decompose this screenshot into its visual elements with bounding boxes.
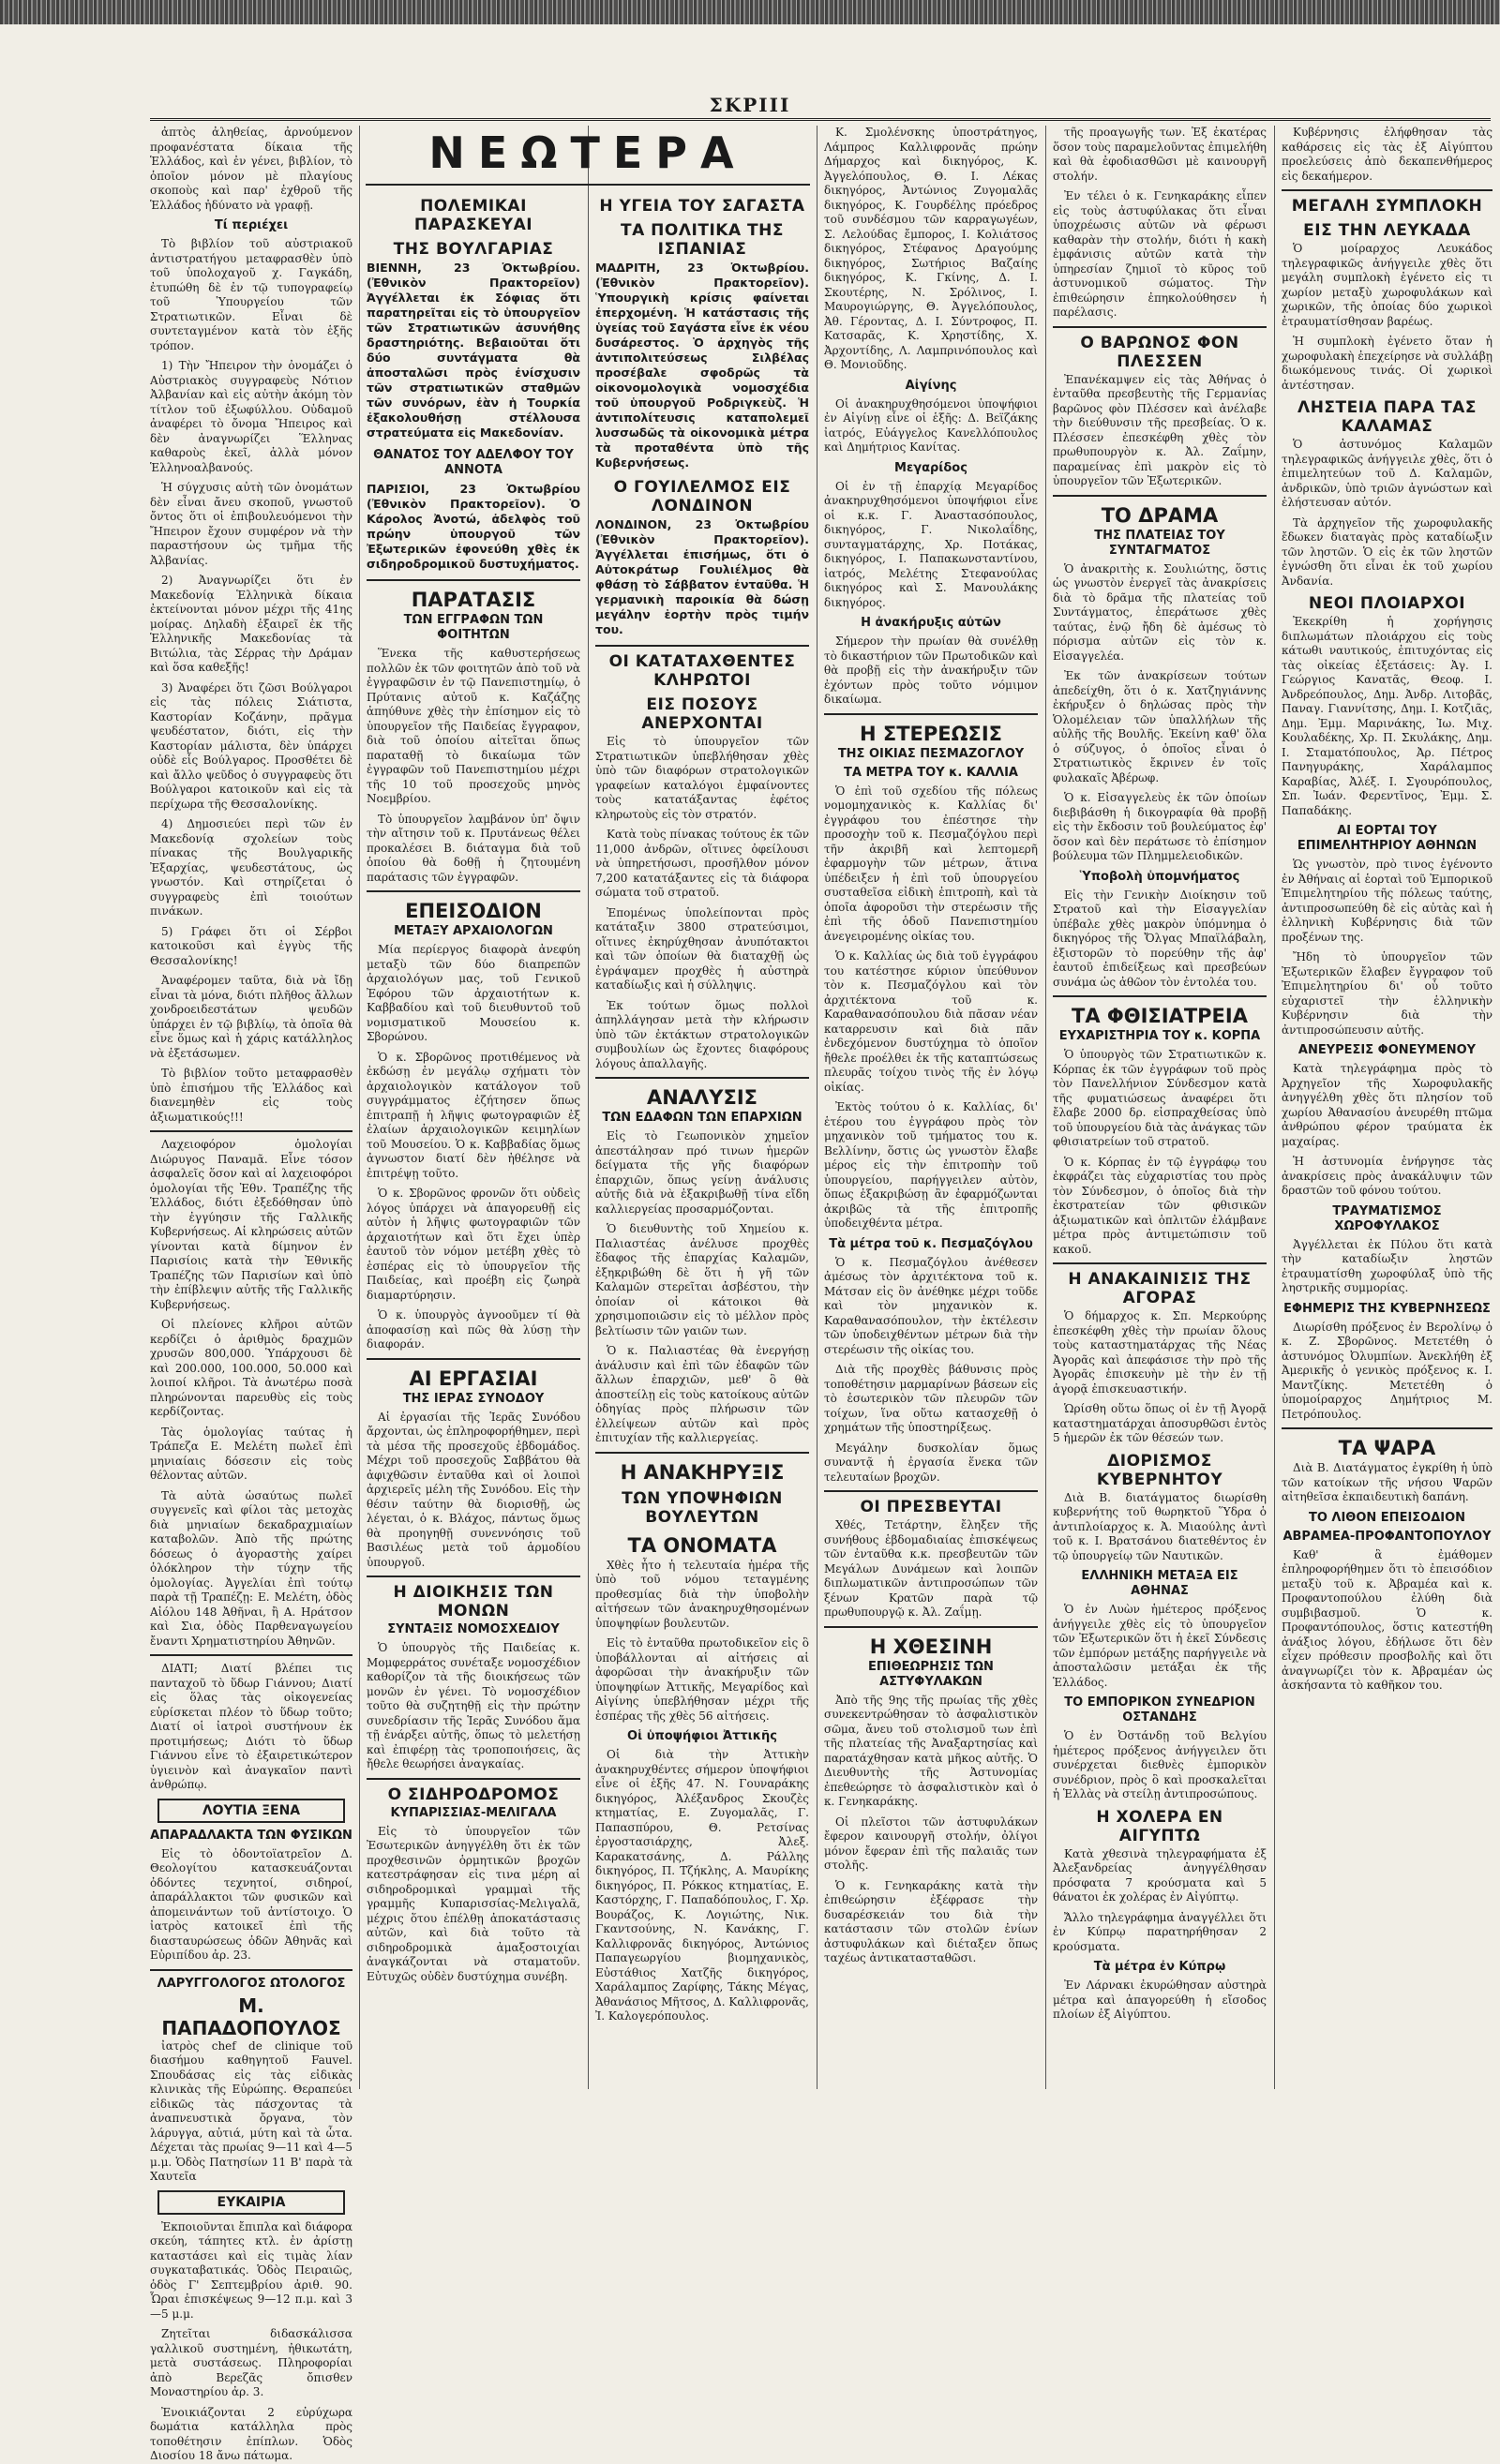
article-paragraph: Μεγάλην δυσκολίαν ὅμως συναντᾷ ἡ ἐργασία ἕνεκα τῶν τελευταίων βροχῶν.	[824, 1441, 1038, 1484]
article-headline: ΕΠΕΙΣΟΔΙΟΝ	[405, 900, 542, 922]
article-paragraph: 4) Δημοσιεύει περὶ τῶν ἐν Μακεδονίᾳ σχολείων τοὺς πίνακας τῆς Βουλγαρικῆς Ἐξαρχίας, ψευδεστάτους, ὡς γνωστόν. Καὶ στηρίζεται ὁ συγγραφεὺς ἐπὶ τοιούτων πινάκων.	[150, 817, 352, 918]
article-paragraph: Εἰς τὸ ὑπουργεῖον τῶν Ἐσωτερικῶν ἀνηγγέλθη ὅτι ἐκ τῶν προχθεσινῶν ὁρμητικῶν βροχῶν κατεστράφησαν εἰς τινα μέρη αἱ σιδηροδρομικαὶ γραμμαὶ τῆς γραμμῆς Κυπαρισσίας-Μελιγαλᾶ, μέχρις ὅτου ἐπέλθῃ ἀποκατάστασις αὐτῶν, καὶ διὰ τοῦτο τὰ σιδηροδρομικὰ ἀμαξοστοιχίαι ἀναγκάζονται νὰ σταματοῦν. Εὐτυχῶς οὐδὲν δυστύχημα συνέβη.	[367, 1824, 580, 1983]
section-heading: Αἰγίνης	[905, 378, 957, 393]
section-heading: Μεγαρίδος	[894, 460, 968, 475]
divider	[150, 1969, 352, 1971]
divider	[1053, 495, 1267, 497]
scan-edge-strip	[0, 0, 1500, 24]
article-paragraph: Ἐκ τῶν ἀνακρίσεων τούτων ἀπεδείχθη, ὅτι ὁ κ. Χατζηγιάννης ἐκήρυξεν ὁ δηλώσας πρὸς τὴν Ὁλομέλειαν τῶν ὑπαλλήλων τῆς αὐλῆς τῆς Βουλῆς. Ἐκείνη καθ' ὅλα ὁ σύζυγος, ὁ ὁποῖος εἶναι ὁ Στρατιωτικὸς ἔκρινεν ἐν τοῖς φυλακαῖς Ἀβέρωφ.	[1053, 669, 1267, 784]
article-paragraph: Ἡ ἀστυνομία ἐνήργησε τὰς ἀνακρίσεις πρὸς ἀνακάλυψιν τῶν δραστῶν τοῦ φόνου τούτου.	[1282, 1155, 1492, 1197]
article-headline: ΟΙ ΠΡΕΣΒΕΥΤΑΙ	[860, 1498, 1002, 1516]
advertisement-text: Ζητεῖται διδασκάλισσα γαλλικοῦ συστημένη, ἠθικωτάτη, μετὰ συστάσεως. Πληροφορίαι ἀπὸ Βερεζᾶς ὄπισθεν Μοναστηρίου ἀρ. 3.	[150, 2327, 352, 2398]
article-headline: ΝΕΟΙ ΠΛΟΙΑΡΧΟΙ	[1308, 594, 1466, 613]
article-headline: ΑΝΕΥΡΕΣΙΣ ΦΟΝΕΥΜΕΝΟΥ	[1298, 1043, 1477, 1057]
section-heading: Τί περιέχει	[214, 218, 289, 232]
article-subheadline: ΣΥΝΤΑΞΙΣ ΝΟΜΟΣΧΕΔΙΟΥ	[387, 1622, 560, 1636]
article-headline: Η ΔΙΟΙΚΗΣΙΣ ΤΩΝ ΜΟΝΩΝ	[393, 1583, 554, 1620]
article-headline: ΠΟΛΕΜΙΚΑΙ ΠΑΡΑΣΚΕΥΑΙ	[413, 197, 533, 234]
article-paragraph: Διὰ Β. διατάγματος διωρίσθη κυβερνήτης τοῦ θωρηκτοῦ Ὕδρα ὁ ἀντιπλοίαρχος κ. Ἀ. Μιαούλης ἀντὶ τοῦ κ. Ι. Βρατσάνου διατεθέντος ἐν τῷ ὑπουργείῳ τῶν Ναυτικῶν.	[1053, 1490, 1267, 1562]
article-headline: ΤΗΣ ΒΟΥΛΓΑΡΙΑΣ	[393, 240, 554, 259]
divider	[1053, 1262, 1267, 1264]
column-4	[824, 126, 1038, 2089]
article-subheadline: ΕΙΣ ΤΗΝ ΛΕΥΚΑΔΑ	[1303, 221, 1471, 240]
column-1	[150, 126, 353, 2462]
article-headline: Η ΣΤΕΡΕΩΣΙΣ	[860, 722, 1002, 745]
article-headline: Ο ΣΙΔΗΡΟΔΡΟΜΟΣ	[387, 1785, 560, 1804]
divider	[824, 713, 1038, 715]
divider	[824, 1626, 1038, 1628]
column-rule	[359, 126, 360, 2089]
article-paragraph: Ὁ ἐπὶ τοῦ σχεδίου τῆς πόλεως νομομηχανικὸς κ. Καλλίας δι' ἐγγράφου του ἐπέστησε τὴν προσοχὴν τοῦ κ. Πεσμαζόγλου περὶ τῆν ἀκριβῆ καὶ λεπτομερῆ ἐφαρμογὴν τῶν μέτρων, ἅτινα ὑπέδειξεν ἡ ἐπὶ τοῦ ὑπουργείου συσταθεῖσα εἰδικὴ ἐπιτροπὴ, καὶ τὰ ὁποῖα ἀφοροῦσι τὴν στερέωσιν τῆς ἐπὶ τῆς ὁδοῦ Πανεπιστημίου ἀνεγειρομένης οἰκίας του.	[824, 784, 1038, 943]
article-paragraph: Σήμερον τὴν πρωίαν θὰ συνέλθῃ τὸ δικαστήριον τῶν Πρωτοδικῶν καὶ θὰ προβῇ εἰς τὴν ἀνακήρυξιν τῶν ἐχόντων πρὸς τοῦτο νόμιμον δικαίωμα.	[824, 635, 1038, 706]
telegram-dateline: ΒΙΕΝΝΗ, 23 Ὀκτωβρίου. (Ἐθνικὸν Πρακτορεῖον) Ἀγγέλλεται ἐκ Σόφιας ὅτι παρατηρεῖται εἰς τὸ ὑπουργεῖον τῶν Στρατιωτικῶν ἀσυνήθης δραστηριότης. Βεβαιοῦται ὅτι δύο συντάγματα θὰ ἀποσταλῶσι πρὸς ἐνίσχυσιν τῶν στρατιωτικῶν σταθμῶν τῶν συνόρων, ἐὰν ἡ Τουρκία ἐξακολουθήσῃ στέλλουσα στρατεύματα εἰς Μακεδονίαν.	[367, 261, 580, 440]
divider	[1282, 1427, 1492, 1429]
masthead-title: ΝΕΩΤΕΡΑ	[428, 127, 747, 178]
article-headline: ΤΑ ΨΑΡΑ	[1338, 1437, 1436, 1459]
article-paragraph: Χθὲς ἦτο ἡ τελευταία ἡμέρα τῆς ὑπὸ τοῦ νόμου τεταγμένης προθεσμίας διὰ τὴν ὑποβολὴν αἰτήσεων τῶν ἀνακηρυχθησομένων ὑποψηφίων βουλευτῶν.	[595, 1558, 809, 1630]
column-5	[1053, 126, 1267, 2089]
article-paragraph: Ἐκεκρίθη ἡ χορήγησις διπλωμάτων πλοιάρχου εἰς τοὺς κάτωθι ναυτικούς, ἐπιτυχόντας εἰς τὰς οἰκείας ἐξετάσεις: Ἀγ. Ι. Γεώργιος Κανατᾶς, Θεοφ. Ι. Ἀνδρεόπουλος, Δημ. Ἀνδρ. Λιτοβᾶς, Παναγ. Γιαννίτσης, Δημ. Ι. Κοτζιᾶς, Δημ. Ἐμμ. Μαρινάκης, Ἰω. Μιχ. Κουλαδέκης, Χρ. Π. Σκυλάκης, Δημ. Ι. Σταματόπουλος, Ἀρ. Πέτρος Πανηγυράκης, Χαράλαμπος Καραβίας, Ἀλέξ. Ι. Σγουρόπουλος, Σπ. Ἰωάν. Φερεντῖνος, Ἐμμ. Σ. Παπαδάκης.	[1282, 615, 1492, 817]
divider	[367, 1778, 580, 1780]
article-paragraph: 5) Γράφει ὅτι οἱ Σέρβοι κατοικοῦσι καὶ ἐγγὺς τῆς Θεσσαλονίκης!	[150, 924, 352, 967]
column-rule	[817, 126, 818, 2089]
ad-heading: ΛΑΡΥΓΓΟΛΟΓΟΣ ΩΤΟΛΟΓΟΣ	[157, 1976, 346, 1991]
article-subheadline: ΤΩΝ ΥΠΟΨΗΦΙΩΝ ΒΟΥΛΕΥΤΩΝ	[622, 1488, 783, 1527]
article-paragraph: Τὰ ἀρχηγεῖον τῆς χωροφυλακῆς ἔδωκεν διαταγὰς πρὸς καταδίωξιν τῶν ληστῶν. Ὁ εἰς ἐκ τῶν ληστῶν ἐγνώσθη ὅτι εἶναι ἐκ τοῦ χωρίου Ἀνδανία.	[1282, 515, 1492, 588]
article-paragraph: 1) Τὴν Ἤπειρον τὴν ὀνομάζει ὁ Αὐστριακὸς συγγραφεὺς Νότιον Ἀλβανίαν καὶ εἰς αὐτὴν ἀκόμη τὸν τίτλον τοῦ ἐξωφύλλου. Οὐδαμοῦ ἀναφέρει τὸ ὄνομα Ἤπειρος καὶ δὲν ἀναγνωρίζει Ἕλληνας καθαροὺς ἐκεῖ, ἀλλὰ μόνον Ἑλληνοαλβανούς.	[150, 359, 352, 474]
article-subheadline: ΑΒΡΑΜΕΑ-ΠΡΟΦΑΝΤΟΠΟΥΛΟΥ	[1282, 1529, 1492, 1544]
article-headline: ΤΑ ΦΘΙΣΙΑΤΡΕΙΑ	[1072, 1005, 1248, 1027]
article-paragraph: Εἰς τὴν Γενικὴν Διοίκησιν τοῦ Στρατοῦ καὶ τὴν Εἰσαγγελίαν ὑπέβαλε χθὲς μακρὸν ὑπόμνημα ὁ δικηγόρος τῆς Ὄλγας Μπαϊλάβαλη, ἐξιστορῶν τὸ πορεύθην τῆς ἀφ' ἑαυτοῦ ἐπιδείξεως καὶ πρεσβεύων συνάμα ὡς ἀθῶον τὸν ἐντολέα του.	[1053, 888, 1267, 989]
article-paragraph: Ὡς γνωστὸν, πρὸ τινος ἐγένοντο ἐν Ἀθήναις αἱ ἑορταὶ τοῦ Ἐμπορικοῦ Ἐπιμελητηρίου τῆς πόλεως ταύτης, ἀντιπροσωπεύθη δὲ εἰς αὐτὰς καὶ ἡ ἑλληνικὴ Κυβέρνησις διὰ τῶν προξένων της.	[1282, 858, 1492, 944]
article-paragraph: Ὁ κ. Εἰσαγγελεὺς ἐκ τῶν ὁποίων διεβιβάσθη ἡ δικογραφία θὰ προβῇ εἰς τὴν ἔκδοσιν τοῦ βουλεύματος ἐφ' ὅσον καὶ δὲν περάτωσε τὸ ἐπίσημον βούλευμα τῶν Πλημμελειοδικῶν.	[1053, 791, 1267, 862]
article-paragraph: Ὁ ἀνακριτὴς κ. Σουλιώτης, ὅστις ὡς γνωστὸν ἐνεργεῖ τὰς ἀνακρίσεις διὰ τὸ δρᾶμα τῆς πλατείας τοῦ Συντάγματος, ἐπεράτωσε χθὲς ταύτας, ἐνῷ ἤδη δὲ ἀμέσως τὸ πόρισμα αὐτῶν εἰς τὸν κ. Εἰσαγγελέα.	[1053, 561, 1267, 663]
article-paragraph: Κυβέρνησις ἐλήφθησαν τὰς καθάρσεις εἰς τὰς ἐξ Αἰγύπτου προελεύσεις ἀπὸ δεκαπενθήμερος εἰς δεκαήμερον.	[1282, 126, 1492, 183]
article-paragraph: Ἐκ τούτων ὅμως πολλοὶ ἀπηλλάγησαν μετὰ τὴν κλήρωσιν ὑπὸ τῶν ἐκτάκτων στρατολογικῶν συμβουλίων ὡς ἔχοντες διαφόρους λόγους ἀπαλλαγῆς.	[595, 998, 809, 1070]
article-paragraph: Ἡ σύγχυσις αὐτὴ τῶν ὀνομάτων δὲν εἶναι ἄνευ σκοποῦ, γνωστοῦ ὄντος ὅτι οἱ ἐπιβουλευόμενοι τὴν Ἤπειρον ἔχουν συμφέρον νὰ τὴν παραστήσουν ὡς τμῆμα τῆς Ἀλβανίας.	[150, 481, 352, 567]
section-heading: Τὰ μέτρα τοῦ κ. Πεσμαζόγλου	[829, 1236, 1033, 1251]
article-paragraph: Εἰς τὸ Γεωπονικὸν χημεῖον ἀπεστάλησαν πρό τινων ἡμερῶν δείγματα τῆς γῆς διαφόρων ἐπαρχιῶν, ὅπως γείνῃ ἀνάλυσις αὐτῆς διὰ νὰ ἐξακριβωθῇ τίνα εἴδη καλλιεργείας προσαρμόζονται.	[595, 1129, 809, 1216]
article-paragraph: 2) Ἀναγνωρίζει ὅτι ἐν Μακεδονίᾳ Ἑλληνικὰ δίκαια ἐκτείνονται μόνον μέχρι τῆς 41ης μοίρας. Δηλαδὴ ἐξαιρεῖ ἐκ τῆς Ἑλληνικῆς Μακεδονίας τὰ Βιτώλια, τὰς Σέρρας τὴν Δράμαν καὶ ὅσα καθεξῆς!	[150, 574, 352, 674]
divider	[595, 1077, 809, 1079]
article-headline: ΜΕΓΑΛΗ ΣΥΜΠΛΟΚΗ	[1291, 197, 1483, 216]
article-paragraph: Κ. Σμολένσκης ὑποστράτηγος, Λάμπρος Καλλιφρονᾶς πρώην Δήμαρχος καὶ δικηγόρος, Κ. Ἀγγελόπουλος, Θ. Ι. Λέκας δικηγόρος, Ἀντώνιος Ζυγομαλᾶς δικηγόρος, Κ. Γουρδέλης πρόεδρος τοῦ συνδέσμου τῶν καρραγωγέων, Σ. Λελούδας ἔμπορος, Ι. Κολιάτσος δικηγόρος, Στέφανος Δραγούμης δικηγόρος, Σωτήριος Βαζαίης δικηγόρος, Κ. Γκίνης, Δ. Ι. Σκουτέρης, Ν. Σρόλινος, Ι. Μαυρογιώργης, Θ. Ἀγγελόπουλος, Ἀθ. Γέροντας, Δ. Ι. Σύντροφος, Π. Κατσαρᾶς, Κ. Χρηστίδης, Χ. Ἀρχοντίδης, Λ. Λαμπρινόπουλος καὶ Θ. Μονιοῦδης.	[824, 126, 1038, 371]
article-headline: Ο ΓΟΥΙΛΕΛΜΟΣ ΕΙΣ ΛΟΝΔΙΝΟΝ	[613, 478, 791, 515]
article-paragraph: Μία περίεργος διαφορὰ ἀνεφύη μεταξὺ τῶν δύο διαπρεπῶν ἀρχαιολόγων μας, τοῦ Γενικοῦ Ἐφόρου τῶν ἀρχαιοτήτων κ. Καββαδίου καὶ τοῦ διευθυντοῦ τοῦ νομισματικοῦ Μουσείου κ. Σβορώνου.	[367, 943, 580, 1043]
article-headline: Η ΧΘΕΣΙΝΗ	[869, 1635, 993, 1658]
article-headline: ΛΗΣΤΕΙΑ ΠΑΡΑ ΤΑΣ ΚΑΛΑΜΑΣ	[1298, 398, 1477, 436]
masthead-block	[366, 126, 810, 191]
ad-name: Μ. ΠΑΠΑΔΟΠΟΥΛΟΣ	[161, 1994, 341, 2039]
article-paragraph: Ἀπὸ τῆς 9ης τῆς πρωίας τῆς χθὲς συνεκεντρώθησαν τὸ ἀσφαλιστικὸν σῶμα, ἄνευ τοῦ στολισμοῦ των ἐπὶ τῆς πλατείας τῆς Ἀναξαρτησίας καὶ παρατάχθησαν κατὰ μῆκος αὐτῆς. Ὁ Διευθυντὴς τῆς Ἀστυνομίας ἐπεθεώρησε τὸ ἀσφαλιστικὸν καὶ ὁ κ. Γενηκαράκης.	[824, 1693, 1038, 1808]
article-paragraph: Ὁ κ. Σβορῶνος φρονῶν ὅτι οὐδεὶς λόγος ὑπάρχει νὰ ἀπαγορευθῇ εἰς αὐτὸν ἡ λῆψις φωτογραφιῶν τῶν ἀρχαιοτήτων καὶ ὅτι ἔχει ὑπὲρ ἑαυτοῦ τὸν νόμον μετέβη χθὲς τὸ ἑσπέρας εἰς τὸ ὑπουργεῖον τῆς Παιδείας, καὶ προέβη εἰς ζωηρὰ διαμαρτύρησιν.	[367, 1187, 580, 1302]
article-subheadline: ΤΩΝ ΕΔΑΦΩΝ ΤΩΝ ΕΠΑΡΧΙΩΝ	[602, 1111, 802, 1125]
article-paragraph: Εἰς τὸ ὑπουργεῖον τῶν Στρατιωτικῶν ὑπεβλήθησαν χθὲς ὑπὸ τῶν διαφόρων στρατολογικῶν γραφείων καταλόγοι ἐμφαίνοντες τοὺς κατατάξαντας ἐφέτος κληρωτοὺς εἰς τὸν στρατόν.	[595, 735, 809, 821]
article-paragraph: Ὁ δήμαρχος κ. Σπ. Μερκούρης ἐπεσκέφθη χθὲς τὴν πρωίαν ὅλους τοὺς καταστηματάρχας τῆς Νέας Ἀγορᾶς καὶ ἀπεφάσισε τὴν πρὸ τῆς Ἀγορᾶς ἐπισκευὴν μὲ τὴν ἐν τῇ ἀγορᾷ ἐπισκευαστικήν.	[1053, 1309, 1267, 1396]
article-headline: ΤΑ ΠΟΛΙΤΙΚΑ ΤΗΣ ΙΣΠΑΝΙΑΣ	[621, 221, 784, 259]
article-paragraph: Τὸ ὑπουργεῖον λαμβάνον ὑπ' ὄψιν τὴν αἴτησιν τοῦ κ. Πρυτάνεως θέλει προκαλέσει Β. διάταγμα διὰ τοῦ ὁποίου θὰ δοθῇ ἡ ζητουμένη παράτασις τῶν ἐγγραφῶν.	[367, 812, 580, 884]
divider	[367, 1358, 580, 1360]
page-number: ΣΚΡΙΙΙ	[709, 94, 791, 116]
article-headline: ΑΙ ΕΟΡΤΑΙ ΤΟΥ ΕΠΙΜΕΛΗΤΗΡΙΟΥ ΑΘΗΝΩΝ	[1297, 824, 1478, 853]
divider	[824, 1490, 1038, 1492]
section-heading: Η ἀνακήρυξις αὐτῶν	[861, 616, 1001, 630]
advertisement-text: Εἰς τὸ ὀδοντοϊατρεῖον Δ. Θεολογίτου κατασκευάζονται ὀδόντες τεχνητοί, σιδηροί, ἀπαράλλακτοι τῶν φυσικῶν καὶ ἀπομεινάντων τοῦ ἀντίστοιχο. Ὁ ἰατρὸς κατοικεῖ ἐπὶ τῆς διασταυρώσεως ὁδῶν Ἀθηνᾶς καὶ Εὐριπίδου ἀρ. 23.	[150, 1846, 352, 1962]
article-subheadline: ΤΑ ΜΕΤΡΑ ΤΟΥ κ. ΚΑΛΛΙΑ	[844, 765, 1018, 780]
advertisement-text: ΔΙΑΤΙ; Διατί βλέπει τις πανταχοῦ τὸ ὕδωρ Γιάννου; Διατί εἰς ὅλας τὰς οἰκογενείας εὑρίσκεται πλέον τὸ ὕδωρ τοῦτο; Διατί οἱ ἰατροὶ συστήνουν ἐκ προτιμήσεως; Διότι τὸ ὕδωρ Γιάννου εἶνε τὸ ἐξαιρετικώτερον ὑγιεινὸν καὶ ἀναγκαῖον παντὶ ἀνθρώπῳ.	[150, 1662, 352, 1791]
divider	[595, 645, 809, 647]
article-headline: Ο ΒΑΡΩΝΟΣ ΦΟΝ ΠΛΕΣΣΕΝ	[1080, 333, 1239, 371]
divider	[595, 1452, 809, 1454]
article-paragraph: Ἐκτὸς τούτου ὁ κ. Καλλίας, δι' ἑτέρου του ἐγγράφου πρὸς τὸν μηχανικὸν τοῦ τμήματος του κ. Βελλίνην, ὅστις ὡς γνωστὸν ἔλαβε μέρος εἰς τὴν ἐπιτροπὴν τοῦ ὑπουργείου, παρήγγειλεν αὐτὸν, ὅπως ἐξακριβώσῃ ἂν ἐφαρμόζωνται ἀκριβῶς τὰ τῆς ἐπιτροπῆς ὑποδειχθέντα μέτρα.	[824, 1100, 1038, 1230]
column-2	[367, 191, 580, 2089]
article-paragraph: Τὸ βιβλίον τοῦτο μεταφρασθὲν ὑπὸ ἐπισήμου τῆς Ἑλλάδος καὶ διανεμηθὲν εἰς τοὺς ἀξιωματικούς!!!	[150, 1067, 352, 1124]
article-headline: ΘΑΝΑΤΟΣ ΤΟΥ ΑΔΕΛΦΟΥ ΤΟΥ ΑΝΝΟΤΑ	[373, 448, 574, 477]
article-subheadline: ΤΩΝ ΕΓΓΡΑΦΩΝ ΤΩΝ ΦΟΙΤΗΤΩΝ	[403, 613, 544, 642]
advertisement-text: Τὰ αὐτὰ ὡσαύτως πωλεῖ συγγενεῖς καὶ φίλοι τὰς μετοχὰς διὰ μηνιαίων δεκαδραχμιαίων καταβολῶν. Ἀπὸ τῆς πρώτης δόσεως ὁ ἀγοραστὴς χαίρει ὁλόκληρον τὴν τύχην τῆς ὁμολογίας. Ἀγγελίαι ἐπὶ τούτῳ παρὰ τῇ Τραπέζῃ: Ε. Μελέτη, ὁδὸς Αἰόλου 148 Ἀθῆναι, ἢ Α. Ηράτσον καὶ Σια, ὁδὸς Παρθεναγωγείου ἔναντι Χρηματιστηρίου Ἀθηνῶν.	[150, 1488, 352, 1648]
telegram-dateline: ΜΑΔΡΙΤΗ, 23 Ὀκτωβρίου. (Ἐθνικὸν Πρακτορεῖον). Ὑπουργικὴ κρίσις φαίνεται ἐπερχομένη. Ἡ κατάστασις τῆς ὑγείας τοῦ Σαγάστα εἶνε ἐκ νέου δυσάρεστος. Ὁ ἀρχηγὸς τῆς ἀντιπολιτεύσεως Σιλβέλας προσέβαλε σφοδρῶς τὰ οἰκονομολογικὰ νομοσχέδια τοῦ ὑπουργοῦ Ροδριγκεὺζ. Ἡ ἀντιπολίτευσις καταπολεμεῖ λυσσωδῶς τὰ οἰκονομικὰ μέτρα τὰ προταθέντα ὑπὸ τῆς Κυβερνήσεως.	[595, 261, 809, 470]
article-paragraph: Ὁ κ. Σβορῶνος προτιθέμενος νὰ ἐκδώσῃ ἐν μεγάλῳ σχήματι τὸν ἀρχαιολογικὸν κατάλογον τοῦ συγγράμματος ἐζήτησεν ὅπως ἐπιτραπῇ ἡ λῆψις φωτογραφιῶν ἐξ ἐλαίων ἀρχαιολογικῶν κειμηλίων τοῦ Μουσείου. Ὁ κ. Καββαδίας ὅμως ἀγνωστον διατί δὲν ἠθέλησε νὰ ἐπιτρέψῃ τοῦτο.	[367, 1050, 580, 1180]
advertisement-text: Ἐκποιοῦνται ἔπιπλα καὶ διάφορα σκεύη, τάπητες κτλ. ἐν ἀρίστῃ καταστάσει καὶ εἰς τιμὰς λίαν συγκαταβατικάς. Ὁδὸς Πειραιῶς, ὁδὸς Γ' Σεπτεμβρίου ἀριθ. 90. Ὧραι ἐπισκέψεως 9—12 π.μ. καὶ 3—5 μ.μ.	[150, 2219, 353, 2321]
article-paragraph: Οἱ διὰ τὴν Ἀττικὴν ἀνακηρυχθέντες σήμερον ὑποψήφιοι εἶνε οἱ ἑξῆς 47. Ν. Γουναράκης δικηγόρος, Ἀλέξανδρος Σκουζὲς κτηματίας, Ε. Ζυγομαλᾶς, Γ. Παπασπύρου, Θ. Ρετσίνας ἐργοστασιάρχης, Ἀλεξ. Καρακατσάνης, Δ. Ράλλης δικηγόρος, Π. Τζήκλης, Α. Μαυρίκης δικηγόρος, Π. Ρόκκος κτηματίας, Ε. Καστόρχης, Γ. Παπαδόπουλος, Γ. Χρ. Βουράζος, Κ. Λογιώτης, Νικ. Γκαντσούνης, Ν. Κανάκης, Γ. Καλλιφρονᾶς δικηγόρος, Ἀντώνιος Παπαγεωργίου βιομηχανικὸς, Εὐστάθιος Χατζῆς δικηγόρος, Χαράλαμπος Ζαρίφης, Τάκης Μέγας, Ἀθανάσιος Μῆτσος, Δ. Καλλιφρονᾶς, Ἰ. Καλογερόπουλος.	[595, 1748, 809, 2023]
divider	[367, 890, 580, 892]
section-heading: Τὰ μέτρα ἐν Κύπρῳ	[1093, 1960, 1226, 1974]
article-paragraph: Ὁ ὑπουργὸς τῆς Παιδείας κ. Μομφερράτος συνέταξε νομοσχέδιον καθορίζον τὰ τῆς διοικήσεως τῶν μονῶν ἐν γένει. Τὸ νομοσχέδιον τοῦτο θὰ συζητηθῇ εἰς τὴν πρώτην συνεδρίασιν τῆς Ἱερᾶς Συνόδου ἅμα τῇ ἐνάρξει αὐτῆς, ὅπως τὸ μελετήσῃ καὶ ἐπιφέρῃ τὰς τροποποιήσεις, ἃς ἤθελε θεωρήσει ἀναγκαίας.	[367, 1641, 580, 1770]
article-paragraph: Ὁ ἀστυνόμος Καλαμῶν τηλεγραφικῶς ἀνήγγειλε χθὲς, ὅτι ὁ ἐπιμελητεύων τοῦ Δ. Καλαμῶν, ἀνδρικῶν, ὑπὸ τριῶν ἀγνώστων καὶ ἐλήστευσαν αὐτόν.	[1282, 438, 1492, 509]
telegram-dateline: ΛΟΝΔΙΝΟΝ, 23 Ὀκτωβρίου (Ἐθνικὸν Πρακτορεῖον). Ἀγγέλλεται ἐπισήμως, ὅτι ὁ Αὐτοκράτωρ Γουλιέλμος θὰ φθάσῃ τὸ Σάββατον ἐνταῦθα. Ἡ γερμανικὴ παροικία θὰ δώσῃ μεγάλην ἑορτὴν πρὸς τιμήν του.	[595, 517, 809, 636]
header-rule	[150, 118, 1491, 121]
article-paragraph: Κατὰ χθεσινὰ τηλεγραφήματα ἐξ Ἀλεξανδρείας ἀνηγγέλθησαν πρόσφατα 7 κρούσματα καὶ 5 θάνατοι ἐκ χολέρας ἐν Αἰγύπτῳ.	[1053, 1846, 1267, 1904]
divider	[367, 1575, 580, 1577]
article-headline: ΠΑΡΑΤΑΣΙΣ	[411, 589, 536, 611]
article-paragraph: Ὡρίσθη οὕτω ὅπως οἱ ἐν τῇ Ἀγορᾷ καταστηματάρχαι ἀποσυρθῶσι ἐντὸς 5 ἡμερῶν ἐκ τῶν θέσεών των.	[1053, 1402, 1267, 1444]
article-paragraph: Ὁ ἐν Λυὼν ἡμέτερος πρόξενος ἀνήγγειλε χθὲς εἰς τὸ ὑπουργεῖον τῶν Ἐξωτερικῶν ὅτι ἡ ἐκεῖ Σύνδεσις τῶν ἐμπόρων μετάξης παρήγγειλε νὰ ἀποσταλῶσιν μετάξαι ἐκ τῆς Ἑλλάδος.	[1053, 1603, 1267, 1689]
article-paragraph: Αἱ ἐργασίαι τῆς Ἱερᾶς Συνόδου ἄρχονται, ὡς ἐπληροφορήθημεν, περὶ τὰ μέσα τῆς προσεχοῦς ἑβδομάδος. Μέχρι τοῦ προσεχοῦς Σαββάτου θὰ ἀφιχθῶσιν ἐνταῦθα καὶ οἱ λοιποὶ ἀρχιερεῖς μέλη τῆς Συνόδου. Εἰς τὴν θέσιν ταύτην θὰ διορισθῇ, ὡς λέγεται, ὁ κ. Βλάχος, πάντως ὅμως θὰ προηγηθῇ συνεννόησις τοῦ Βασιλέως μετὰ τοῦ ἁρμοδίου ὑπουργοῦ.	[367, 1410, 580, 1569]
column-6	[1282, 126, 1492, 2089]
article-headline: ΤΡΑΥΜΑΤΙΣΜΟΣ ΧΩΡΟΦΥΛΑΚΟΣ	[1332, 1203, 1442, 1233]
article-paragraph: Διωρίσθη πρόξενος ἐν Βερολίνῳ ὁ κ. Ζ. Σβορῶνος. Μετετέθη ὁ ἀστυνόμος Ὀλυμπίων. Ἀνεκλήθη ἐξ Ἀμερικῆς ὁ γενικὸς πρόξενος κ. Ι. Μαντζίκης. Μετετέθη ὁ ὑπομοίραρχος Δημήτριος Μ. Πετρόπουλος.	[1282, 1320, 1492, 1421]
article-paragraph: Κατὰ τοὺς πίνακας τούτους ἐκ τῶν 11,000 ἀνδρῶν, οἵτινες ὀφείλουσι νὰ ὑπηρετήσωσι, προσῆλθον μόνον 7,200 κατατάξαντες εἰς τὰ διάφορα σώματα τοῦ στρατοῦ.	[595, 828, 809, 899]
masthead-rule	[366, 184, 810, 186]
article-subheadline: ΤΑ ΟΝΟΜΑΤΑ	[627, 1533, 777, 1557]
article-subheadline: ΕΠΙΘΕΩΡΗΣΙΣ ΤΩΝ ΑΣΤΥΦΥΛΑΚΩΝ	[868, 1659, 994, 1689]
article-paragraph: Ὁ κ. Γενηκαράκης κατὰ τὴν ἐπιθεώρησιν ἐξέφρασε τὴν δυσαρέσκειάν του διὰ τὴν κατάστασιν τῶν στολῶν ἐνίων ἀστυφυλάκων καὶ διέταξεν ὅπως ταχέως ἀντικατασταθῶσι.	[824, 1878, 1038, 1964]
section-heading: Οἱ ὑποψήφιοι Ἀττικῆς	[627, 1729, 777, 1743]
column-rule	[588, 126, 589, 2089]
article-subheadline: ΤΗΣ ΙΕΡΑΣ ΣΥΝΟΔΟΥ	[402, 1391, 545, 1406]
article-paragraph: Ἐπομένως ὑπολείπονται πρὸς κατάταξιν 3800 στρατεύσιμοι, οἵτινες ἐκηρύχθησαν ἀνυπότακτοι καὶ τῶν ὁποίων θὰ διαταχθῇ ὡς ἐγράψαμεν προχθὲς ἡ αὐστηρὰ καταδίωξις καὶ ἡ σύλληψις.	[595, 905, 809, 992]
article-paragraph: 3) Ἀναφέρει ὅτι ζῶσι Βούλγαροι εἰς τὰς πόλεις Σιάτιστα, Καστορίαν Κοζάνην, πρᾶγμα ψευδέστατον, διότι, εἰς τὴν Καστορίαν μάλιστα, δὲν ὑπάρχει οὐδὲ εἷς Βούλγαρος. Προσθέτει δὲ καὶ ἄλλο ψεῦδος ὁ συγγραφεὺς ὅτι Βούλγαροι κατοικοῦν καὶ εἰς τὰ περίχωρα τῆς Θεσσαλονίκης.	[150, 680, 352, 811]
article-subheadline: ΜΕΤΑΞΥ ΑΡΧΑΙΟΛΟΓΩΝ	[394, 924, 553, 938]
article-subheadline: ΚΥΠΑΡΙΣΣΙΑΣ-ΜΕΛΙΓΑΛΑ	[390, 1805, 557, 1820]
article-subheadline: ΕΥΧΑΡΙΣΤΗΡΙΑ ΤΟΥ κ. ΚΟΡΠΑ	[1058, 1029, 1261, 1043]
column-rule	[1274, 126, 1275, 2089]
article-paragraph: Οἱ ἀνακηρυχθησόμενοι ὑποψήφιοι ἐν Αἰγίνῃ εἶνε οἱ ἑξῆς: Δ. Βεϊζάκης ἰατρός, Εὐάγγελος Κανελλόπουλος καὶ Δημήτριος Κανίτας.	[824, 396, 1038, 454]
article-paragraph: Τὸ βιβλίον τοῦ αὐστριακοῦ ἀντιστρατήγου μεταφρασθὲν ὑπὸ τοῦ ὑπολοχαγοῦ χ. Γαγκάδη, ἐτυπώθη δὲ ἐν τῷ τυπογραφείῳ τοῦ Ὑπουργείου τῶν Στρατιωτικῶν. Εἶναι δὲ συντεταγμένον κατὰ τὸν ἑξῆς τρόπον.	[150, 237, 352, 352]
article-paragraph: ἀπτὸς ἀληθείας, ἀρνούμενον προφανέστατα δίκαια τῆς Ἑλλάδος, καὶ ἐν γένει, βιβλίον, τὸ ὁποῖον μόνον μὲ πλαγίους σκοποὺς καὶ παρ' ἐχθροῦ τῆς Ἑλλάδος ἠδύνατο νὰ γραφῇ.	[150, 126, 352, 212]
article-paragraph: Ἐπανέκαμψεν εἰς τὰς Ἀθήνας ὁ ἐνταῦθα πρεσβευτὴς τῆς Γερμανίας βαρῶνος φὸν Πλέσσεν καὶ ἀνέλαβε τὴν διεύθυνσιν τῆς πρεσβείας. Ὁ κ. Πλέσσεν ἐπεσκέφθη χθὲς τὸν πρωθυπουργὸν κ. Ἀλ. Ζαΐμην, παραμείνας ἐπὶ μακρὸν εἰς τὸ ὑπουργεῖον τῶν Ἐξωτερικῶν.	[1053, 372, 1267, 487]
article-paragraph: Διὰ τῆς προχθὲς βάθυνσις πρὸς τοποθέτησιν μαρμαρίνων βάσεων εἰς τὸ ἐσωτερικὸν τῶν πλευρῶν τῶν τοίχων, ἵνα οὕτω κατασχεθῇ ὁ χρημάτων τῆς ὑποστηρίξεως.	[824, 1363, 1038, 1434]
advertisement-text: Τὰς ὁμολογίας ταύτας ἡ Τράπεζα Ε. Μελέτη πωλεῖ ἐπὶ μηνιαίαις δόσεσιν εἰς τοὺς θέλοντας αὐτῶν.	[150, 1425, 352, 1482]
section-heading: Ὑποβολὴ ὑπομνήματος	[1079, 869, 1240, 884]
article-headline: Η ΧΟΛΕΡΑ ΕΝ ΑΙΓΥΠΤΩ	[1096, 1807, 1223, 1845]
telegram-dateline: ΠΑΡΙΣΙΟΙ, 23 Ὀκτωβρίου (Ἐθνικὸν Πρακτορεῖον). Ὁ Κάρολος Ἀνοτώ, ἀδελφὸς τοῦ πρώην ὑπουργοῦ τῶν Ἐξωτερικῶν ἐφονεύθη χθὲς ἐκ σιδηροδρομικοῦ δυστυχήματος.	[367, 482, 580, 571]
article-headline: ΕΦΗΜΕΡΙΣ ΤΗΣ ΚΥΒΕΡΝΗΣΕΩΣ	[1283, 1301, 1491, 1316]
article-paragraph: Εἰς τὸ ἐνταῦθα πρωτοδικεῖον εἰς ὃ ὑποβάλλονται αἱ αἰτήσεις αἱ ἀφορῶσαι τὴν ἀνακήρυξιν τῶν ὑποψηφίων Ἀττικῆς, Μεγαρίδος καὶ Αἰγίνης ὑπεβλήθησαν μέχρι τῆς ἑσπέρας τῆς χθὲς 56 αἰτήσεις.	[595, 1636, 809, 1723]
advertisement-text: Λαχειοφόρον ὁμολογίαι Διώρυγος Παναμᾶ. Εἶνε τόσον ἀσφαλεῖς ὅσον καὶ αἱ λαχειοφόροι ὁμολογίαι τῆς Ἐθν. Τραπέζης τῆς Ἑλλάδος, διότι ἐξεδόθησαν ὑπὸ τὴν ἐγγύησιν τῆς Γαλλικῆς Κυβερνήσεως. Αἱ κληρώσεις αὐτῶν γίνονται κατὰ δίμηνον ἐν Παρισίοις κατὰ τὴν Ἐθνικῆς Τραπέζης τῶν Παρισίων καὶ ὑπὸ τὴν ἐπίβλεψιν αὐτῆς τῆς Γαλλικῆς Κυβερνήσεως.	[150, 1138, 352, 1311]
ad-heading: ΕΥΚΑΙΡΙΑ	[158, 2190, 345, 2215]
divider	[150, 1130, 352, 1132]
column-rule	[1045, 126, 1046, 2089]
divider	[1282, 189, 1492, 191]
ad-subheading: ΑΠΑΡΑΔΛΑΚΤΑ ΤΩΝ ΦΥΣΙΚΩΝ	[150, 1828, 352, 1843]
article-headline: Η ΑΝΑΚΑΙΝΙΣΙΣ ΤΗΣ ΑΓΟΡΑΣ	[1068, 1270, 1252, 1307]
article-headline: ΤΟ ΛΙΘΟΝ ΕΠΕΙΣΟΔΙΟΝ	[1308, 1510, 1466, 1525]
divider	[150, 1654, 352, 1656]
article-paragraph: Ὁ κ. ὑπουργὸς ἀγνοοῦμεν τί θὰ ἀποφασίσῃ καὶ πῶς θὰ λύσῃ τὴν διαφοράν.	[367, 1308, 580, 1351]
article-headline: ΟΙ ΚΑΤΑΤΑΧΘΕΝΤΕΣ ΚΛΗΡΩΤΟΙ	[608, 652, 796, 690]
article-paragraph: Ὁ μοίραρχος Λευκάδος τηλεγραφικῶς ἀνήγγειλε χθὲς ὅτι μεγάλη συμπλοκὴ ἐγένετο εἰς τι χωρίον μεταξὺ χωροφυλάκων καὶ χωρικῶν, τῆς ὁποίας δύο χωρικοὶ ἐτραυματίσθησαν βαρέως.	[1282, 242, 1492, 328]
article-headline: ΑΝΑΛΥΣΙΣ	[646, 1086, 758, 1109]
article-headline: ΔΙΟΡΙΣΜΟΣ ΚΥΒΕΡΝΗΤΟΥ	[1096, 1451, 1223, 1489]
article-subheadline: ΕΙΣ ΠΟΣΟΥΣ ΑΝΕΡΧΟΝΤΑΙ	[641, 695, 763, 733]
article-paragraph: Καθ' ἃ ἐμάθομεν ἐπληροφορήθημεν ὅτι τὸ ἐπεισόδιον μεταξὺ τοῦ κ. Ἀβραμέα καὶ κ. Προφαντοπούλου ἐλύθη διὰ συμβιβασμοῦ. Ὁ κ. Προφαντόπουλος, ὅστις κατεστήθη ἀνάξιος λόγου, ἐδήλωσε ὅτι δὲν εἶχεν πρόθεσιν προσβολῆς καὶ ὅτι ἀναγνωρίζει τὸν κ. Ἀβραμέαν ὡς ἀσκήσαντα τὸ καθῆκον του.	[1282, 1547, 1492, 1692]
divider	[1053, 995, 1267, 997]
article-headline: ΤΟ ΔΡΑΜΑ	[1101, 503, 1219, 527]
article-paragraph: Κατὰ τηλεγράφημα πρὸς τὸ Ἀρχηγεῖον τῆς Χωροφυλακῆς ἀνηγγέλθη χθὲς ὅτι πλησίον τοῦ χωρίου Ἀθανασίου ἀνευρέθη πτῶμα ἀνθρώπου φέρον τραύματα ἐκ μαχαίρας.	[1282, 1062, 1492, 1148]
advertisement-text: ἰατρὸς chef de clinique τοῦ διασήμου καθηγητοῦ Fauvel. Σπουδάσας εἰς τὰς εἰδικὰς κλινικὰς τῆς Εὐρώπης. Θεραπεύει εἰδικῶς τὰς πάσχοντας τὰ ἀναπνευστικὰ ὄργανα, τὸν λάρυγγα, αὐτιά, μύτη καὶ τὰ ὦτα. Δέχεται τὰς πρωίας 9—11 καὶ 4—5 μ.μ. Ὁδὸς Πατησίων 11 Β' παρὰ τὰ Χαυτεῖα	[150, 2038, 352, 2183]
article-headline: ΕΛΛΗΝΙΚΗ ΜΕΤΑΞΑ ΕΙΣ ΑΘΗΝΑΣ	[1081, 1569, 1238, 1598]
article-paragraph: Ὁ ὑπουργὸς τῶν Στρατιωτικῶν κ. Κόρπας ἐκ τῶν ἐγγράφων τοῦ πρὸς τὸν Πανελλήνιον Σύνδεσμον κατὰ τῆς φυματιώσεως ἀναφέρει ὅτι ἔλαβε 2000 δρ. εἰσπραχθείσας ὑπὸ τοῦ ὑπουργείου διὰ τὰς ἀνάγκας τῶν φθισιατρείων τοῦ στρατοῦ.	[1053, 1048, 1267, 1148]
article-paragraph: Ἐν Λάρνακι ἐκυρώθησαν αὐστηρὰ μέτρα καὶ ἀπαγορεύθη ἡ εἴσοδος πλοίων ἐξ Αἰγύπτου.	[1053, 1979, 1267, 2021]
article-paragraph: Ἤδη τὸ ὑπουργεῖον τῶν Ἐξωτερικῶν ἔλαβεν ἔγγραφον τοῦ Ἐπιμελητηρίου δι' οὗ τοῦτο εὐχαριστεῖ τὴν ἑλληνικὴν Κυβέρνησιν διὰ τὴν ἀντιπροσώπευσιν αὐτῆς.	[1282, 950, 1492, 1037]
column-3	[595, 191, 809, 2089]
article-paragraph: Ἕνεκα τῆς καθυστερήσεως πολλῶν ἐκ τῶν φοιτητῶν ἀπὸ τοῦ νὰ ἐγγραφῶσιν ἐν τῷ Πανεπιστημίῳ, ὁ Πρύτανις αὐτοῦ κ. Καζάζης ἀπηύθυνε χθὲς τὴν ἐπίσημον εἰς τὸ ὑπουργεῖον τῆς Παιδείας ἔγγραφον, διὰ τοῦ ὁποίου αἰτεῖται ὅπως παραταθῇ τὸ δικαίωμα τῶν ἐγγραφῶν τοῦ Πανεπιστημίου μέχρι τῆς 10 τοῦ προσεχοῦς μηνὸς Νοεμβρίου.	[367, 647, 580, 805]
article-paragraph: Οἱ ἐν τῇ ἐπαρχίᾳ Μεγαρίδος ἀνακηρυχθησόμενοι ὑποψήφιοι εἶνε οἱ κ.κ. Γ. Ἀναστασόπουλος, δικηγόρος, Γ. Νικολαΐδης, συνταγματάρχης, Χρ. Ποτάκας, δικηγόρος, Ι. Παπακωνσταντίνου, ἰατρός, Μελέτης Στεφανούλας δικηγόρος καὶ Σ. Μανουλάκης δικηγόρος.	[824, 479, 1038, 609]
article-paragraph: Διὰ Β. Διατάγματος ἐγκρίθη ἡ ὑπὸ τῶν κατοίκων τῆς νήσου Ψαρῶν αἰτηθεῖσα ἐκπαιδευτικὴ δαπάνη.	[1282, 1461, 1492, 1503]
article-paragraph: Ἀναφέρομεν ταῦτα, διὰ νὰ ἴδῃ εἶναι τὰ μόνα, διότι πλῆθος ἄλλων χονδροειδεστάτων ψευδῶν ὑπάρχει ἐν τῷ βιβλίῳ, τὰ ὁποῖα θὰ εἶνε ὅμως καὶ ἡ χάρις κατάλληλος νὰ ἐξετάσωμεν.	[150, 974, 352, 1060]
advertisement-text: Οἱ πλείονες κλῆροι αὐτῶν κερδίζει ὁ ἀριθμὸς δραχμῶν χρυσῶν 800,000. Ὑπάρχουσι δὲ καὶ 200.000, 100.000, 50.000 καὶ λοιποί κλῆροι. Τὰ ἀνωτέρω ποσὰ πληρώνονται παρευθὺς εἰς τοὺς κερδίζοντας.	[150, 1318, 352, 1418]
article-paragraph: Ἀγγέλλεται ἐκ Πύλου ὅτι κατὰ τὴν καταδίωξιν ληστῶν ἐτραυματίσθη χωροφύλαξ ὑπὸ τῆς ληστρικῆς συμμορίας.	[1282, 1237, 1492, 1294]
ad-heading: ΛΟΥΤΙΑ ΞΕΝΑ	[158, 1799, 345, 1823]
divider	[1053, 326, 1267, 328]
advertisement-text: Ἐνοικιάζονται 2 εὐρύχωρα δωμάτια κατάλληλα πρὸς τοποθέτησιν ἐπίπλων. Ὁδὸς Διοσίου 18 ἄνω πάτωμα.	[150, 2405, 352, 2462]
divider	[367, 579, 580, 581]
article-headline: ΤΟ ΕΜΠΟΡΙΚΟΝ ΣΥΝΕΔΡΙΟΝ ΟΣΤΑΝΔΗΣ	[1064, 1695, 1255, 1725]
article-subheadline: ΤΗΣ ΠΛΑΤΕΙΑΣ ΤΟΥ ΣΥΝΤΑΓΜΑΤΟΣ	[1094, 528, 1225, 558]
article-paragraph: Ὁ κ. Πεσμαζόγλου ἀνέθεσεν ἀμέσως τὸν ἀρχιτέκτονα τοῦ κ. Μάτσαν εἰς ὃν ἀνέθηκε μέχρι τοῦδε καὶ τὸν μηχανικὸν κ. Καραθανασόπουλον, τὴν ἐκτέλεσιν τῶν ὑποδειχθέντων μέτρων διὰ τὴν στερέωσιν τῆς οἰκίας του.	[824, 1255, 1038, 1356]
article-paragraph: Ὁ κ. Κόρπας ἐν τῷ ἐγγράφῳ του ἐκφράζει τὰς εὐχαριστίας του πρὸς τὸν Σύνδεσμον, ὁ ὁποῖος διὰ τὴν ἐκστρατείαν τῶν φθισικῶν ἀξιωματικῶν καὶ ὁπλιτῶν ἐλάμβανε μέτρα πρὸς ἀντιμετώπισιν τοῦ κακοῦ.	[1053, 1155, 1267, 1256]
article-subheadline: ΤΗΣ ΟΙΚΙΑΣ ΠΕΣΜΑΖΟΓΛΟΥ	[837, 746, 1025, 761]
article-paragraph: Ἡ συμπλοκὴ ἐγένετο ὅταν ἡ χωροφυλακὴ ἐπεχείρησε νὰ συλλάβῃ διωκόμενους τινάς. Οἱ χωρικοὶ ἀντέστησαν.	[1282, 335, 1492, 392]
article-headline: Η ΑΝΑΚΗΡΥΞΙΣ	[620, 1460, 785, 1484]
article-paragraph: τῆς προαγωγῆς των. Ἐξ ἐκατέρας ὅσον τοὺς παραμελοῦντας ἐπιμελήθη καὶ θὰ ἐφοδιασθῶσι μὲ καινουργῆ στολήν.	[1053, 126, 1267, 183]
article-paragraph: Ὁ κ. Καλλίας ὡς διὰ τοῦ ἐγγράφου του κατέστησε κύριον ὑπεύθυνον τὸν κ. Πεσμαζόγλου καὶ τὸν ἀρχιτέκτονα τοῦ κ. Καραθανασόπουλου διὰ πᾶσαν νέαν καταρρευσιν καὶ διὰ πᾶν ἐνδεχόμενον δυστύχημα τὸ ὁποῖον ἤθελε προέλθει ἐκ τῆς καταπτώσεως πλευρᾶς τοίχου τινὸς τῆς ἐν λόγῳ οἰκίας.	[824, 949, 1038, 1094]
article-paragraph: Ἐν τέλει ὁ κ. Γενηκαράκης εἶπεν εἰς τοὺς ἀστυφύλακας ὅτι εἶναι ὑποχρέωσις αὐτῶν νὰ φέρωσι καθαρὰν τὴν στολήν, διότι ἡ κακὴ ἐμφάνισις αὐτῶν κατὰ τὴν ὑπηρεσίαν ζημιοῖ τὸ κῦρος τοῦ ἀστυνομικοῦ σώματος. Τὴν ἐπιθεώρησιν ἐπηκολούθησεν ἡ παρέλασις.	[1053, 189, 1267, 319]
article-paragraph: Χθές, Τετάρτην, ἔληξεν τῆς συνήθους ἑβδομαδιαίας ἐπισκέψεως τῶν ἐνταῦθα κ.κ. πρεσβευτῶν τῶν Μεγάλων Δυνάμεων καὶ λοιπῶν διπλωματικῶν ἀντιπροσώπων τῶν ξένων Κρατῶν παρὰ τῷ πρωθυπουργῷ κ. Ἀλ. Ζαΐμῃ.	[824, 1518, 1038, 1619]
article-headline: Η ΥΓΕΙΑ ΤΟΥ ΣΑΓΑΣΤΑ	[599, 197, 805, 216]
article-paragraph: Οἱ πλεῖστοι τῶν ἀστυφυλάκων ἔφερον καινουργῆ στολήν, ὀλίγοι μόνον ἔφεραν ἐπὶ τῆς παλαιᾶς των στολῆς.	[824, 1814, 1038, 1872]
article-headline: ΑΙ ΕΡΓΑΣΙΑΙ	[409, 1366, 538, 1390]
article-paragraph: Ὁ ἐν Ὀστάνδῃ τοῦ Βελγίου ἡμέτερος πρόξενος ἀνήγγειλεν ὅτι συνέρχεται διεθνὲς ἐμπορικὸν συνέδριον, πρὸς ὃ καὶ προσκαλεῖται ἡ Ἑλλὰς νὰ στείλῃ ἀντιπροσώπους.	[1053, 1729, 1267, 1800]
article-paragraph: Ὁ διευθυντὴς τοῦ Χημείου κ. Παλιαστέας ἀνέλυσε προχθὲς ἔδαφος τῆς ἐπαρχίας Καλαμῶν, ἐξηκριβώθη δὲ ὅτι ἡ γῆ τῶν Καλαμῶν στερεῖται ἀσβέστου, τὴν ὁποίαν οἱ κάτοικοι θὰ χρησιμοποιῶσιν εἰς τὸ μέλλον πρὸς βελτίωσιν τῶν γαιῶν των.	[595, 1222, 809, 1337]
article-paragraph: Ὁ κ. Παλιαστέας θὰ ἐνεργήσῃ ἀνάλυσιν καὶ ἐπὶ τῶν ἐδαφῶν τῶν ἄλλων ἐπαρχιῶν, μεθ' ὃ θὰ ἀποστείλῃ εἰς τοὺς κατοίκους αὐτῶν ὁδηγίας πρὸς πλήρωσιν τῶν ἐλλείψεων αὐτῶν καὶ πρὸς ἐπιτυχίαν τῆς καλλιεργείας.	[595, 1344, 809, 1444]
article-paragraph: Ἄλλο τηλεγράφημα ἀναγγέλλει ὅτι ἐν Κύπρῳ παρατηρήθησαν 2 κρούσματα.	[1053, 1910, 1267, 1953]
